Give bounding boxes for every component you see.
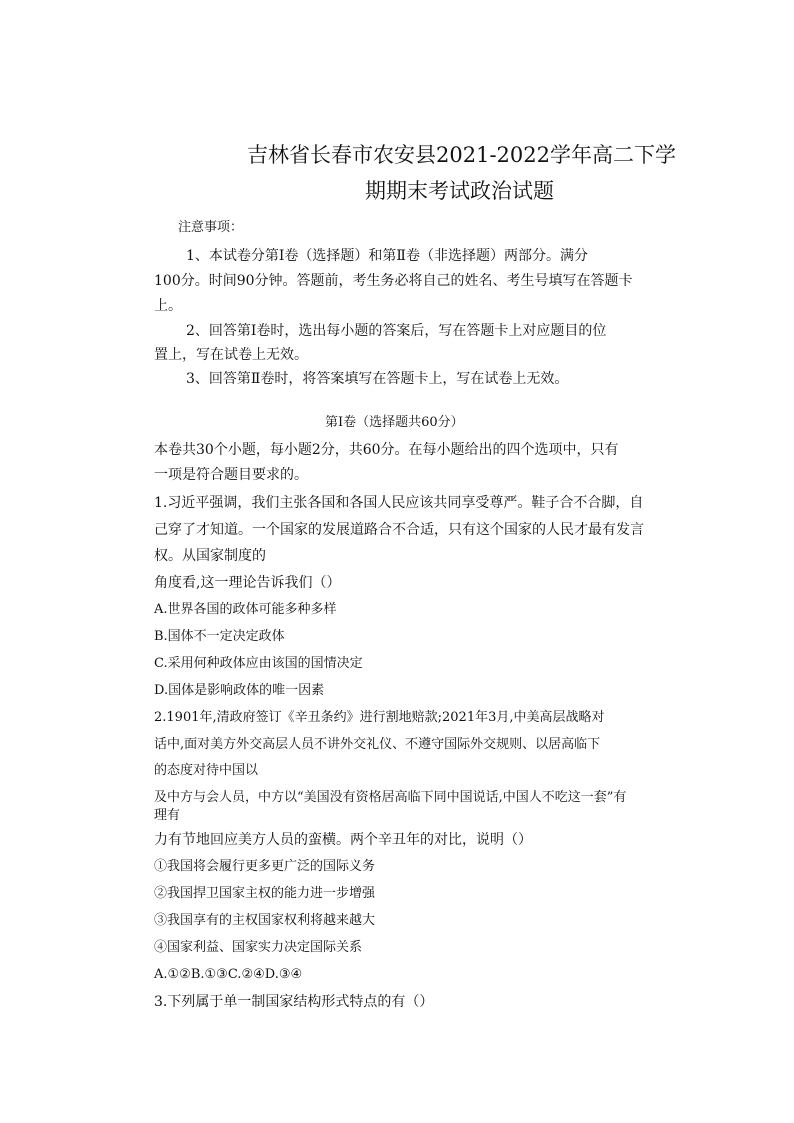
page-title-line-1: 吉林省长春市农安县2021-2022学年高二下学 xyxy=(247,143,676,167)
question-stem-line: 1.习近平强调，我们主张各国和各国人民应该共同享受尊严。鞋子合不合脚，自 xyxy=(154,495,644,511)
notice-line: 3、回答第Ⅱ卷时，将答案填写在答题卡上，写在试卷上无效。 xyxy=(186,371,569,387)
statement-item: ②我国捍卫国家主权的能力进一步增强 xyxy=(154,886,376,901)
statement-item: ①我国将会履行更多更广泛的国际义务 xyxy=(154,859,376,874)
question-stem-line: 力有节地回应美方人员的蛮横。两个辛丑年的对比，说明（） xyxy=(154,832,532,848)
section-title: 第Ⅰ卷（选择题共60分） xyxy=(325,415,464,430)
notice-heading: 注意事项： xyxy=(178,220,244,235)
answer-options: A.①②B.①③C.②④D.③④ xyxy=(154,967,303,982)
section-intro-line: 一项是符合题目要求的。 xyxy=(154,467,308,483)
statement-item: ④国家利益、国家实力决定国际关系 xyxy=(154,940,363,955)
question-stem-line: 的态度对待中国以 xyxy=(154,763,259,778)
question-stem-line: 话中,面对美方外交高层人员不讲外交礼仪、不遵守国际外交规则、以居高临下 xyxy=(154,737,601,752)
question-stem-line: 3.下列属于单一制国家结构形式特点的有（） xyxy=(154,994,434,1010)
question-stem-line: 角度看,这一理论告诉我们（） xyxy=(154,575,341,591)
question-stem-line: 2.1901年,清政府签订《辛丑条约》进行割地赔款;2021年3月,中美高层战略对 xyxy=(154,710,605,725)
question-stem-line: 权。从国家制度的 xyxy=(154,548,266,564)
question-stem-line: 理有 xyxy=(154,808,181,823)
notice-line: 2、回答第Ⅰ卷时，选出每小题的答案后，写在答题卡上对应题目的位 xyxy=(186,323,607,339)
statement-item: ③我国享有的主权国家权利将越来越大 xyxy=(154,913,376,928)
notice-line: 上。 xyxy=(154,298,182,314)
question-stem-line: 己穿了才知道。一个国家的发展道路合不合适，只有这个国家的人民才最有发言 xyxy=(154,522,644,538)
answer-option: D.国体是影响政体的唯一因素 xyxy=(154,683,325,698)
section-intro-line: 本卷共30个小题，每小题2分，共60分。在每小题给出的四个选项中，只有 xyxy=(154,442,619,458)
answer-option: B.国体不一定决定政体 xyxy=(154,629,285,644)
question-stem-line: 及中方与会人员，中方以“美国没有资格居高临下同中国说话,中国人不吃这一套”有 xyxy=(154,790,627,805)
notice-line: 100分。时间90分钟。答题前，考生务必将自己的姓名、考生号填写在答题卡 xyxy=(154,273,633,289)
answer-option: C.采用何种政体应由该国的国情决定 xyxy=(154,656,363,671)
notice-line: 置上，写在试卷上无效。 xyxy=(154,347,308,363)
notice-line: 1、本试卷分第Ⅰ卷（选择题）和第Ⅱ卷（非选择题）两部分。满分 xyxy=(186,248,588,264)
answer-option: A.世界各国的政体可能多种多样 xyxy=(154,602,337,617)
page-title-line-2: 期期末考试政治试题 xyxy=(365,179,554,203)
